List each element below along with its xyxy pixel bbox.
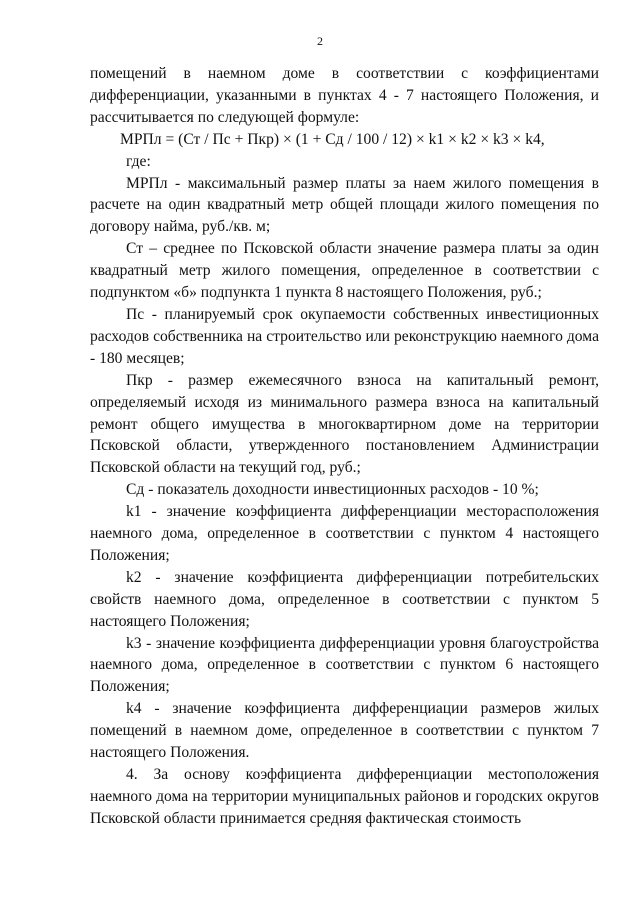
paragraph-intro: помещений в наемном доме в соответствии с коэффициентами дифференциации, указанными в пунктах 4 - 7 настоящего Положения, и рассчитывается по следующей формуле: bbox=[90, 65, 599, 126]
definition-k2: k2 - значение коэффициента дифференциации потребительских свойств наемного дома, определенное в соответствии с пунктом 5 настоящего Положения; bbox=[90, 568, 599, 630]
page-number: 2 bbox=[317, 34, 323, 48]
definition-st: Ст – среднее по Псковской области значение размера платы за один квадратный метр жилого помещения, определенное в соответствии с подпунктом «б» подпункта 1 пункта 8 настоящего Положения, руб.; bbox=[90, 240, 599, 302]
document-body bbox=[90, 63, 599, 830]
definition-sd: Сд - показатель доходности инвестиционных расходов - 10 %; bbox=[126, 481, 539, 499]
definition-pkr: Пкр - размер ежемесячного взноса на капитальный ремонт, определяемый исходя из минимального размера взноса на капитальный ремонт общего имущества в многоквартирном доме на территории Псковской области, утвержденного постановлением Администрации Псковской области на текущий год, руб.; bbox=[90, 371, 599, 477]
paragraph-section-4: 4. За основу коэффициента дифференциации местоположения наемного дома на территории муниципальных районов и городских округов Псковской области принимается средняя фактическая стоимость bbox=[90, 766, 599, 827]
formula: МРПл = (Ст / Пс + Пкр) × (1 + Сд / 100 / 12) × k1 × k2 × k3 × k4, bbox=[120, 130, 545, 148]
definition-k1: k1 - значение коэффициента дифференциации месторасположения наемного дома, определенное в соответствии с пунктом 4 настоящего Положения; bbox=[90, 503, 599, 564]
definition-ps: Пс - планируемый срок окупаемости собственных инвестиционных расходов собственника на строительство или реконструкцию наемного дома - 180 месяцев; bbox=[90, 305, 599, 367]
definition-k4: k4 - значение коэффициента дифференциации размеров жилых помещений в наемном доме, определенное в соответствии с пунктом 7 настоящего Положения. bbox=[90, 700, 599, 762]
definition-mrpl: МРПл - максимальный размер платы за наем жилого помещения в расчете на один квадратный метр общей площади жилого помещения по договору найма, руб./кв. м; bbox=[90, 174, 599, 236]
formula-where: где: bbox=[126, 152, 151, 170]
definition-k3: k3 - значение коэффициента дифференциации уровня благоустройства наемного дома, определенное в соответствии с пунктом 6 настоящего Положения; bbox=[90, 634, 599, 696]
